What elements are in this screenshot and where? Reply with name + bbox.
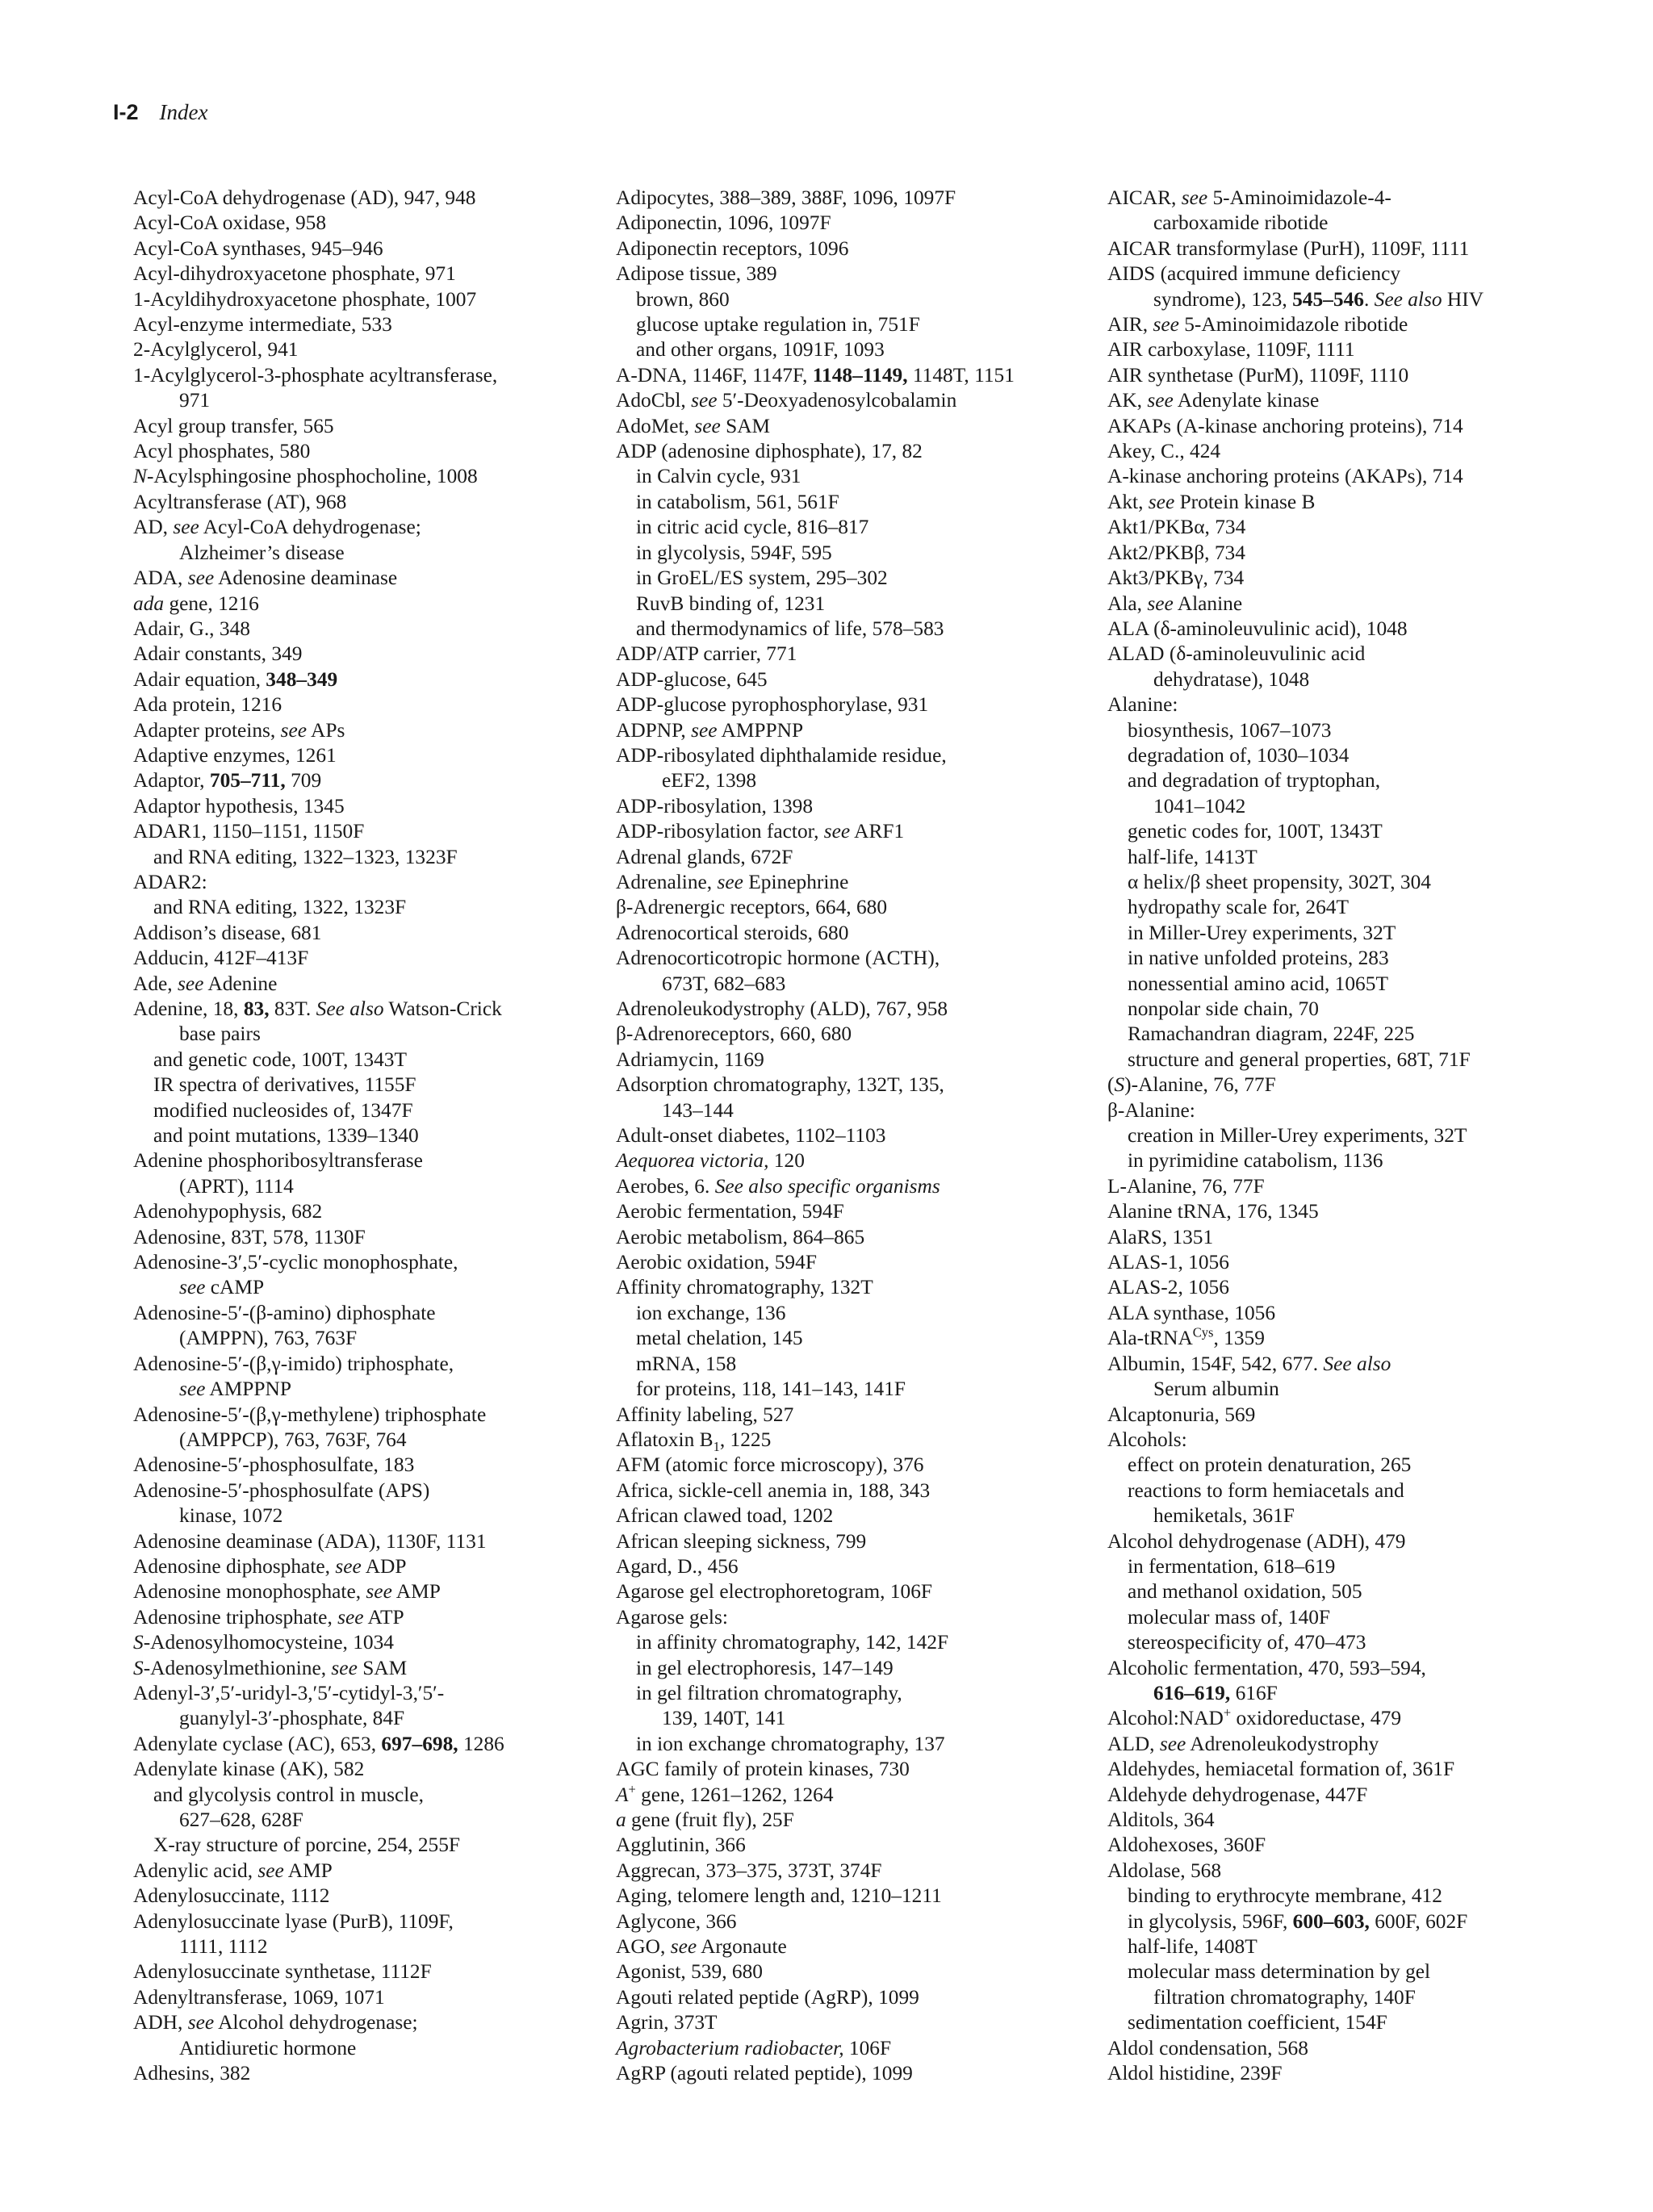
index-subentry: IR spectra of derivatives, 1155F [153, 1073, 416, 1097]
index-entry: β-Adrenoreceptors, 660, 680 [616, 1022, 852, 1046]
index-entry: Adhesins, 382 [133, 2062, 251, 2085]
index-subentry: in native unfolded proteins, 283 [1128, 947, 1389, 970]
index-subentry: structure and general properties, 68T, 71F [1128, 1047, 1471, 1071]
index-subentry: in glycolysis, 596F, 600–603, 600F, 602F [1128, 1909, 1468, 1933]
index-entry: Ala, see Alanine [1107, 592, 1243, 615]
index-entry: Adsorption chromatography, 132T, 135, [616, 1073, 944, 1097]
index-entry: Alditols, 364 [1107, 1808, 1215, 1831]
index-subentry: in gel filtration chromatography, [636, 1681, 902, 1704]
index-entry: Adenosine deaminase (ADA), 1130F, 1131 [133, 1529, 487, 1553]
index-subentry: mRNA, 158 [636, 1352, 737, 1375]
index-entry: Adenosine-3′,5′-cyclic monophosphate, [133, 1251, 458, 1274]
index-entry: Adenylic acid, see AMP [133, 1859, 333, 1882]
index-entry: a gene (fruit fly), 25F [616, 1808, 794, 1831]
index-entry: Affinity labeling, 527 [616, 1403, 794, 1426]
index-entry: kinase, 1072 [179, 1504, 283, 1528]
index-entry: AK, see Adenylate kinase [1107, 389, 1320, 412]
index-entry: Adrenaline, see Epinephrine [616, 870, 849, 893]
index-entry: AdoCbl, see 5′-Deoxyadenosylcobalamin [616, 389, 957, 412]
index-entry: ADP (adenosine diphosphate), 17, 82 [616, 440, 923, 463]
index-entry: Adenosine-5′-(β,γ-imido) triphosphate, [133, 1352, 454, 1375]
index-entry: Adapter proteins, see APs [133, 718, 345, 742]
index-entry: L-Alanine, 76, 77F [1107, 1174, 1265, 1198]
index-entry: Aging, telomere length and, 1210–1211 [616, 1884, 942, 1908]
index-entry: ADA, see Adenosine deaminase [133, 567, 398, 590]
index-column-3 [1107, 186, 1584, 2086]
index-entry: Adair, G., 348 [133, 617, 250, 640]
index-entry: eEF2, 1398 [662, 769, 757, 792]
index-entry: AlaRS, 1351 [1107, 1225, 1214, 1248]
index-subentry: hemiketals, 361F [1153, 1504, 1295, 1528]
index-entry: Adenohypophysis, 682 [133, 1200, 323, 1223]
index-subentry: and RNA editing, 1322–1323, 1323F [153, 845, 458, 868]
index-entry: Alcoholic fermentation, 470, 593–594, [1107, 1656, 1426, 1679]
index-column-2 [616, 186, 1092, 2086]
index-entry: β-Adrenergic receptors, 664, 680 [616, 896, 888, 919]
index-entry: Alzheimer’s disease [179, 541, 345, 564]
index-entry: AFM (atomic force microscopy), 376 [616, 1453, 924, 1477]
index-entry: Antidiuretic hormone [179, 2036, 357, 2059]
index-entry: β-Alanine: [1107, 1098, 1195, 1122]
index-entry: Acyl-CoA synthases, 945–946 [133, 236, 383, 260]
index-entry: Akt1/PKBα, 734 [1107, 516, 1246, 539]
index-subentry: in Miller-Urey experiments, 32T [1128, 921, 1396, 944]
index-entry: 1111, 1112 [179, 1935, 268, 1959]
index-entry: ALA (δ-aminoleuvulinic acid), 1048 [1107, 617, 1408, 640]
page-number: I-2 [113, 100, 139, 124]
index-subentry: stereospecificity of, 470–473 [1128, 1631, 1366, 1654]
index-subentry: brown, 860 [636, 287, 730, 311]
index-entry: ADPNP, see AMPPNP [616, 718, 804, 742]
index-entry: Akt3/PKBγ, 734 [1107, 567, 1245, 590]
index-entry: ADP-ribosylation, 1398 [616, 794, 814, 817]
index-entry: ALD, see Adrenoleukodystrophy [1107, 1732, 1379, 1755]
index-subentry: in glycolysis, 594F, 595 [636, 541, 832, 564]
index-subentry: and RNA editing, 1322, 1323F [153, 896, 407, 919]
index-subentry: hydropathy scale for, 264T [1128, 896, 1349, 919]
index-entry: Adenylate cyclase (AC), 653, 697–698, 1286 [133, 1732, 504, 1755]
index-entry: Adducin, 412F–413F [133, 947, 309, 970]
index-entry: Agarose gels: [616, 1605, 728, 1629]
index-subentry: creation in Miller-Urey experiments, 32T [1128, 1124, 1467, 1148]
index-entry: ADP-glucose, 645 [616, 667, 768, 691]
index-entry: Adenosine monophosphate, see AMP [133, 1580, 441, 1604]
index-entry: Adipocytes, 388–389, 388F, 1096, 1097F [616, 186, 956, 209]
index-entry: ADH, see Alcohol dehydrogenase; [133, 2011, 418, 2034]
index-entry: Ala-tRNA$^{Cys}$, 1359 [1107, 1324, 1265, 1350]
index-subentry: ion exchange, 136 [636, 1301, 786, 1324]
index-entry: Alcohol dehydrogenase (ADH), 479 [1107, 1529, 1406, 1553]
index-entry: Agglutinin, 366 [616, 1834, 746, 1857]
index-entry: Adult-onset diabetes, 1102–1103 [616, 1124, 886, 1148]
index-subentry: half-life, 1413T [1128, 845, 1258, 868]
index-entry: AdoMet, see SAM [616, 414, 771, 437]
index-entry: Alcaptonuria, 569 [1107, 1403, 1256, 1426]
index-entry: Acyl group transfer, 565 [133, 414, 334, 437]
index-entry: Affinity chromatography, 132T [616, 1276, 873, 1299]
index-entry: Addison’s disease, 681 [133, 921, 322, 944]
index-subentry: metal chelation, 145 [636, 1327, 803, 1350]
index-entry: Acyltransferase (AT), 968 [133, 490, 347, 513]
index-subentry: reactions to form hemiacetals and [1128, 1478, 1404, 1502]
index-entry: Acyl-CoA oxidase, 958 [133, 211, 327, 235]
index-entry: Adenosine-5′-(β,γ-methylene) triphosphate [133, 1403, 487, 1426]
index-entry: carboxamide ribotide [1153, 211, 1329, 235]
index-entry: ADAR2: [133, 870, 207, 893]
index-entry: Alcohol:NAD+ oxidoreductase, 479 [1107, 1704, 1402, 1730]
index-entry: Akt, see Protein kinase B [1107, 490, 1316, 513]
index-entry: Adenosine triphosphate, see ATP [133, 1605, 404, 1629]
index-entry: 1-Acyldihydroxyacetone phosphate, 1007 [133, 287, 477, 311]
index-entry: AICAR, see 5-Aminoimidazole-4- [1107, 186, 1391, 209]
index-entry: Aerobic fermentation, 594F [616, 1200, 844, 1223]
index-entry: S-Adenosylmethionine, see SAM [133, 1656, 408, 1679]
index-entry: Agrin, 373T [616, 2011, 718, 2034]
index-entry: Adenylosuccinate, 1112 [133, 1884, 330, 1908]
index-entry: Adrenocorticotropic hormone (ACTH), [616, 947, 940, 970]
index-entry: Aggrecan, 373–375, 373T, 374F [616, 1859, 882, 1882]
index-subentry: in fermentation, 618–619 [1128, 1554, 1336, 1578]
index-entry: Aequorea victoria, 120 [616, 1149, 805, 1173]
index-entry: ADP-glucose pyrophosphorylase, 931 [616, 693, 929, 717]
index-subentry: and point mutations, 1339–1340 [153, 1124, 419, 1148]
index-entry: Acyl-CoA dehydrogenase (AD), 947, 948 [133, 186, 476, 209]
index-entry: Adenylate kinase (AK), 582 [133, 1758, 365, 1781]
index-entry: (AMPPN), 763, 763F [179, 1327, 358, 1350]
index-entry: ALAS-1, 1056 [1107, 1251, 1229, 1274]
index-entry: ADP-ribosylated diphthalamide residue, [616, 743, 947, 767]
index-entry: AKAPs (A-kinase anchoring proteins), 714 [1107, 414, 1463, 437]
index-entry: Agouti related peptide (AgRP), 1099 [616, 1985, 919, 2009]
index-entry: Albumin, 154F, 542, 677. See also [1107, 1352, 1391, 1375]
index-entry: AIR carboxylase, 1109F, 1111 [1107, 338, 1355, 362]
index-entry: Adenosine-5′-phosphosulfate (APS) [133, 1478, 430, 1502]
index-entry: Aldol condensation, 568 [1107, 2036, 1308, 2059]
index-entry: Aflatoxin $B_1$, 1225 [616, 1428, 772, 1454]
index-subentry: in GroEL/ES system, 295–302 [636, 567, 888, 590]
index-subentry: 627–628, 628F [179, 1808, 303, 1831]
index-subentry: 1041–1042 [1153, 794, 1246, 817]
index-entry: 616–619, 616F [1153, 1681, 1278, 1704]
index-entry: Adrenoleukodystrophy (ALD), 767, 958 [616, 997, 948, 1020]
index-subentry: Ramachandran diagram, 224F, 225 [1128, 1022, 1415, 1046]
index-entry: Acyl-dihydroxyacetone phosphate, 971 [133, 262, 456, 286]
index-entry: Aldohexoses, 360F [1107, 1834, 1266, 1857]
index-entry: 971 [179, 389, 211, 412]
index-entry: 2-Acylglycerol, 941 [133, 338, 299, 362]
index-subentry: binding to erythrocyte membrane, 412 [1128, 1884, 1442, 1908]
index-subentry: glucose uptake regulation in, 751F [636, 313, 920, 337]
index-subentry: molecular mass of, 140F [1128, 1605, 1331, 1629]
index-entry: Akey, C., 424 [1107, 440, 1221, 463]
index-subentry: and genetic code, 100T, 1343T [153, 1047, 407, 1071]
index-subentry: for proteins, 118, 141–143, 141F [636, 1378, 906, 1401]
running-header [113, 100, 207, 125]
index-subentry: X-ray structure of porcine, 254, 255F [153, 1834, 461, 1857]
index-subentry: modified nucleosides of, 1347F [153, 1098, 413, 1122]
index-entry: Adiponectin receptors, 1096 [616, 236, 849, 260]
index-entry: AIR, see 5-Aminoimidazole ribotide [1107, 313, 1408, 337]
index-entry: Alanine: [1107, 693, 1178, 717]
index-entry: Aerobic oxidation, 594F [616, 1251, 817, 1274]
index-entry: A-DNA, 1146F, 1147F, 1148–1149, 1148T, 1151 [616, 363, 1015, 387]
index-entry: Aldehydes, hemiacetal formation of, 361F [1107, 1758, 1455, 1781]
index-entry: AgRP (agouti related peptide), 1099 [616, 2062, 913, 2085]
index-entry: AGO, see Argonaute [616, 1935, 787, 1959]
index-entry: Akt2/PKBβ, 734 [1107, 541, 1245, 564]
index-entry: Adenylosuccinate synthetase, 1112F [133, 1960, 432, 1984]
index-column-1 [133, 186, 609, 2086]
index-subentry: half-life, 1408T [1128, 1935, 1258, 1959]
index-entry: Agrobacterium radiobacter, 106F [616, 2036, 892, 2059]
index-entry: Adair constants, 349 [133, 642, 303, 666]
index-entry: ADP/ATP carrier, 771 [616, 642, 797, 666]
index-subentry: genetic codes for, 100T, 1343T [1128, 820, 1383, 843]
index-entry: African clawed toad, 1202 [616, 1504, 834, 1528]
index-entry: Acyl phosphates, 580 [133, 440, 311, 463]
index-entry: 673T, 682–683 [662, 972, 786, 995]
index-subentry: in affinity chromatography, 142, 142F [636, 1631, 949, 1654]
index-entry: Adenosine-5′-(β-amino) diphosphate [133, 1301, 436, 1324]
index-subentry: and other organs, 1091F, 1093 [636, 338, 885, 362]
index-entry: dehydratase), 1048 [1153, 667, 1310, 691]
index-subentry: filtration chromatography, 140F [1153, 1985, 1416, 2009]
index-subentry: α helix/β sheet propensity, 302T, 304 [1128, 870, 1431, 893]
index-subentry: in citric acid cycle, 816–817 [636, 516, 869, 539]
index-entry: Aerobes, 6. See also specific organisms [616, 1174, 940, 1198]
index-subentry: in gel electrophoresis, 147–149 [636, 1656, 893, 1679]
index-entry: AIR synthetase (PurM), 1109F, 1110 [1107, 363, 1409, 387]
index-entry: Alcohols: [1107, 1428, 1187, 1451]
index-entry: Agarose gel electrophoretogram, 106F [616, 1580, 933, 1604]
index-entry: Agard, D., 456 [616, 1554, 739, 1578]
index-subentry: nonessential amino acid, 1065T [1128, 972, 1388, 995]
index-entry: AD, see Acyl-CoA dehydrogenase; [133, 516, 421, 539]
index-entry: Serum albumin [1153, 1378, 1279, 1401]
index-entry: AICAR transformylase (PurH), 1109F, 1111 [1107, 236, 1470, 260]
index-entry: S-Adenosylhomocysteine, 1034 [133, 1631, 394, 1654]
index-entry: (S)-Alanine, 76, 77F [1107, 1073, 1276, 1097]
index-entry: Aldehyde dehydrogenase, 447F [1107, 1783, 1368, 1806]
index-entry: Adaptor hypothesis, 1345 [133, 794, 345, 817]
index-subentry: and degradation of tryptophan, [1128, 769, 1381, 792]
index-entry: Adenosine-5′-phosphosulfate, 183 [133, 1453, 415, 1477]
index-entry: AGC family of protein kinases, 730 [616, 1758, 910, 1781]
section-title: Index [159, 100, 208, 124]
index-entry: Aldolase, 568 [1107, 1859, 1222, 1882]
index-entry: guanylyl-3′-phosphate, 84F [179, 1707, 405, 1730]
index-entry: Aldol histidine, 239F [1107, 2062, 1283, 2085]
index-entry: Adipose tissue, 389 [616, 262, 777, 286]
index-entry: Adenine phosphoribosyltransferase [133, 1149, 423, 1173]
index-entry: ALAD (δ-aminoleuvulinic acid [1107, 642, 1366, 666]
index-entry: N-Acylsphingosine phosphocholine, 1008 [133, 465, 478, 488]
index-subentry: and glycolysis control in muscle, [153, 1783, 424, 1806]
index-entry: ALA synthase, 1056 [1107, 1301, 1276, 1324]
index-entry: Adaptive enzymes, 1261 [133, 743, 337, 767]
index-entry: base pairs [179, 1022, 261, 1046]
index-subentry: 139, 140T, 141 [662, 1707, 786, 1730]
index-entry: 1-Acylglycerol-3-phosphate acyltransferase, [133, 363, 498, 387]
index-entry: Adrenal glands, 672F [616, 845, 793, 868]
index-entry: A-kinase anchoring proteins (AKAPs), 714 [1107, 465, 1463, 488]
index-entry: ada gene, 1216 [133, 592, 259, 615]
index-entry: (AMPPCP), 763, 763F, 764 [179, 1428, 407, 1451]
index-subentry: and methanol oxidation, 505 [1128, 1580, 1362, 1604]
index-entry: Alanine tRNA, 176, 1345 [1107, 1200, 1319, 1223]
index-entry: Adenylosuccinate lyase (PurB), 1109F, [133, 1909, 454, 1933]
index-subentry: in pyrimidine catabolism, 1136 [1128, 1149, 1383, 1173]
index-entry: ADAR1, 1150–1151, 1150F [133, 820, 365, 843]
index-entry: A+ gene, 1261–1262, 1264 [616, 1781, 834, 1806]
index-entry: see AMPPNP [179, 1378, 291, 1401]
index-entry: Adenosine, 83T, 578, 1130F [133, 1225, 366, 1248]
index-subentry: in catabolism, 561, 561F [636, 490, 839, 513]
index-entry: Adair equation, 348–349 [133, 667, 338, 691]
index-subentry: molecular mass determination by gel [1128, 1960, 1431, 1984]
index-entry: Aerobic metabolism, 864–865 [616, 1225, 865, 1248]
index-entry: Aglycone, 366 [616, 1909, 737, 1933]
index-subentry: in Calvin cycle, 931 [636, 465, 801, 488]
index-subentry: biosynthesis, 1067–1073 [1128, 718, 1332, 742]
index-subentry: and thermodynamics of life, 578–583 [636, 617, 944, 640]
index-entry: Adenosine diphosphate, see ADP [133, 1554, 407, 1578]
index-entry: (APRT), 1114 [179, 1174, 294, 1198]
index-entry: Africa, sickle-cell anemia in, 188, 343 [616, 1478, 931, 1502]
index-subentry: in ion exchange chromatography, 137 [636, 1732, 945, 1755]
index-entry: ADP-ribosylation factor, see ARF1 [616, 820, 905, 843]
index-entry: Adriamycin, 1169 [616, 1047, 764, 1071]
index-entry: Adaptor, 705–711, 709 [133, 769, 322, 792]
index-entry: Adenyl-3′,5′-uridyl-3,′5′-cytidyl-3,′5′- [133, 1681, 445, 1704]
index-entry: Adenyltransferase, 1069, 1071 [133, 1985, 385, 2009]
index-entry: Ade, see Adenine [133, 972, 278, 995]
index-subentry: RuvB binding of, 1231 [636, 592, 826, 615]
index-entry: Adrenocortical steroids, 680 [616, 921, 849, 944]
index-entry: see cAMP [179, 1276, 265, 1299]
index-entry: Adenine, 18, 83, 83T. See also Watson-Crick [133, 997, 502, 1020]
index-entry: Adiponectin, 1096, 1097F [616, 211, 831, 235]
index-entry: Agonist, 539, 680 [616, 1960, 763, 1984]
index-subentry: sedimentation coefficient, 154F [1128, 2011, 1387, 2034]
index-subentry: nonpolar side chain, 70 [1128, 997, 1319, 1020]
index-subentry: effect on protein denaturation, 265 [1128, 1453, 1412, 1477]
index-entry: Acyl-enzyme intermediate, 533 [133, 313, 392, 337]
index-entry: ALAS-2, 1056 [1107, 1276, 1229, 1299]
index-entry: African sleeping sickness, 799 [616, 1529, 867, 1553]
index-entry: Ada protein, 1216 [133, 693, 282, 717]
index-entry: 143–144 [662, 1098, 734, 1122]
index-subentry: degradation of, 1030–1034 [1128, 743, 1350, 767]
index-entry: syndrome), 123, 545–546. See also HIV [1153, 287, 1484, 311]
index-entry: AIDS (acquired immune deficiency [1107, 262, 1401, 286]
